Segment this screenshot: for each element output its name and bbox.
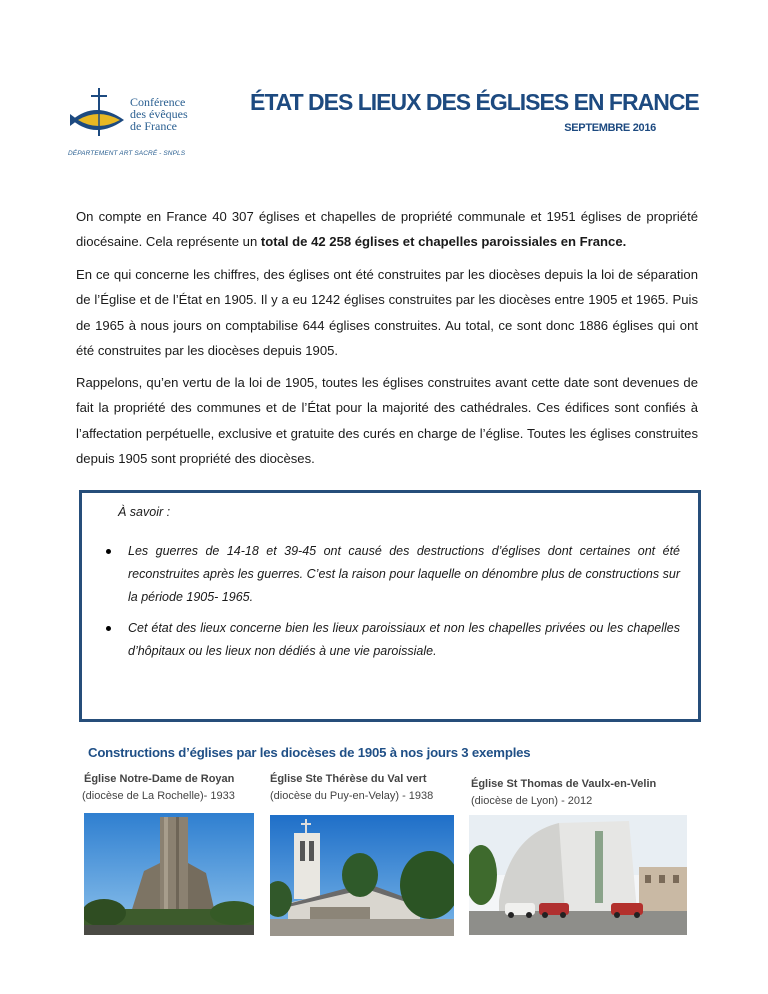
example-detail: (diocèse de La Rochelle)- 1933 [82, 790, 235, 802]
bullet-dot-icon [106, 626, 111, 631]
example-detail: (diocèse du Puy-en-Velay) - 1938 [270, 790, 434, 802]
photo-royan-church [84, 813, 254, 935]
paragraph-total-highlight: total de 42 258 églises et chapelles paroissiales en France. [260, 234, 627, 250]
page-date: SEPTEMBRE 2016 [564, 122, 656, 134]
photo-val-vert-church [270, 815, 454, 936]
conference-logo [66, 86, 206, 158]
examples-heading: Constructions d’églises par les diocèses de 1905 à nos jours 3 exemples [88, 745, 531, 760]
info-box-title: À savoir : [118, 505, 171, 519]
page-title: ÉTAT DES LIEUX DES ÉGLISES EN FRANCE [250, 89, 699, 115]
paragraph-law-1905: Rappelons, qu’en vertu de la loi de 1905, toutes les églises construites avant cette date sont devenues de fait la propriété des communes et de l’État pour la majorité des cathédrales. Ces édifices sont confiés à l’affectation perpétuelle, exclusive et gratuite des curés en charge de l’église. Toutes les églises construites depuis 1905 sont propriété des diocèses. [76, 375, 698, 466]
example-detail: (diocèse de Lyon) - 2012 [471, 795, 593, 807]
paragraph-total [76, 204, 698, 255]
info-bullet-text: Les guerres de 14-18 et 39-45 ont causé des destructions d’églises dont certaines ont été reconstruites après les guerres. C’est la raison pour laquelle on dénombre plus de constructions sur la période 1905- 1965. [128, 544, 680, 604]
example-name: Église St Thomas de Vaulx-en-Velin [471, 778, 657, 790]
info-bullet [102, 617, 680, 663]
paragraph-figures: En ce qui concerne les chiffres, des églises ont été construites par les diocèses depuis la loi de séparation de l’Église et de l’État en 1905. Il y a eu 1242 églises construites par les diocèses entre 1905 et 1965. Puis de 1965 à nous jours on comptabilise 644 églises construites. Au total, ce sont donc 1886 églises qui ont été construites par les diocèses depuis 1905. [76, 267, 698, 358]
info-box [79, 490, 701, 722]
logo-department: DÉPARTEMENT ART SACRÉ - SNPLS [68, 150, 186, 157]
info-bullet-text: Cet état des lieux concerne bien les lieux paroissiaux et non les chapelles privées ou les chapelles d’hôpitaux ou les lieux non dédiés à une vie paroissiale. [128, 621, 680, 658]
logo-line-3: de France [130, 119, 177, 133]
example-name: Église Ste Thérèse du Val vert [270, 773, 427, 785]
logo-line-1: Conférence [130, 95, 186, 109]
bullet-dot-icon [106, 549, 111, 554]
paragraph-total-text: On compte en France 40 307 églises et chapelles de propriété communale et 1951 églises de propriété diocésaine. Cela représente un [76, 209, 698, 250]
info-bullet [102, 540, 680, 609]
fish-cross-icon [66, 86, 130, 148]
logo-line-2: des évêques [130, 107, 188, 121]
photo-vaulx-en-velin-church [469, 815, 687, 935]
example-name: Église Notre-Dame de Royan [84, 773, 235, 785]
